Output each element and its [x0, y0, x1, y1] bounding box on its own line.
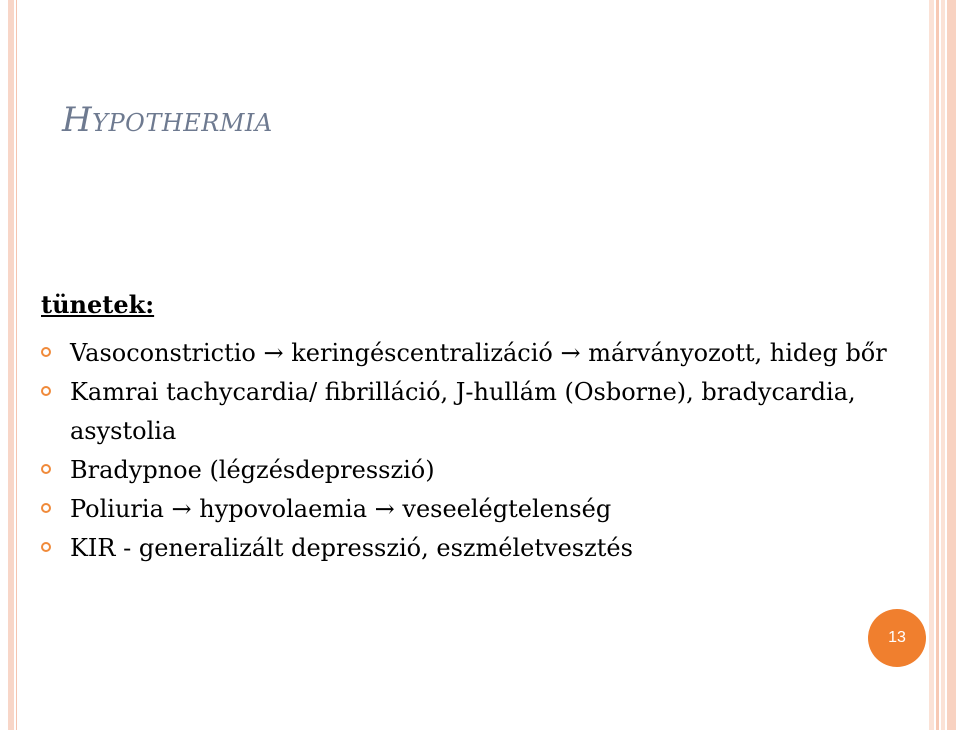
page-number-badge: 13 [868, 609, 926, 667]
circle-bullet-icon [41, 542, 51, 552]
circle-bullet-icon [41, 464, 51, 474]
bullet-list [40, 334, 930, 568]
right-border-stripe [936, 0, 939, 730]
bullet-text: Bradypnoe (légzésdepresszió) [70, 456, 435, 484]
bullet-text: Kamrai tachycardia/ fibrilláció, J-hullám (Osborne), bradycardia, asystolia [70, 378, 856, 445]
left-border-stripe [8, 0, 14, 730]
slide-title: Hypothermia [62, 100, 273, 140]
right-border-stripe [947, 0, 956, 730]
bullet-item [40, 373, 930, 451]
bullet-text: Poliuria → hypovolaemia → veseelégtelenség [70, 495, 612, 523]
bullet-item [40, 529, 930, 568]
circle-bullet-icon [41, 347, 51, 357]
circle-bullet-icon [41, 386, 51, 396]
bullet-item [40, 490, 930, 529]
section-heading: tünetek: [41, 290, 155, 319]
bullet-text: Vasoconstrictio → keringéscentralizáció → márványozott, hideg bőr [70, 339, 887, 367]
bullet-item [40, 334, 930, 373]
right-border-stripe [941, 0, 945, 730]
bullet-item [40, 451, 930, 490]
bullet-text: KIR - generalizált depresszió, eszméletvesztés [70, 534, 633, 562]
circle-bullet-icon [41, 503, 51, 513]
left-border-line [16, 0, 17, 730]
